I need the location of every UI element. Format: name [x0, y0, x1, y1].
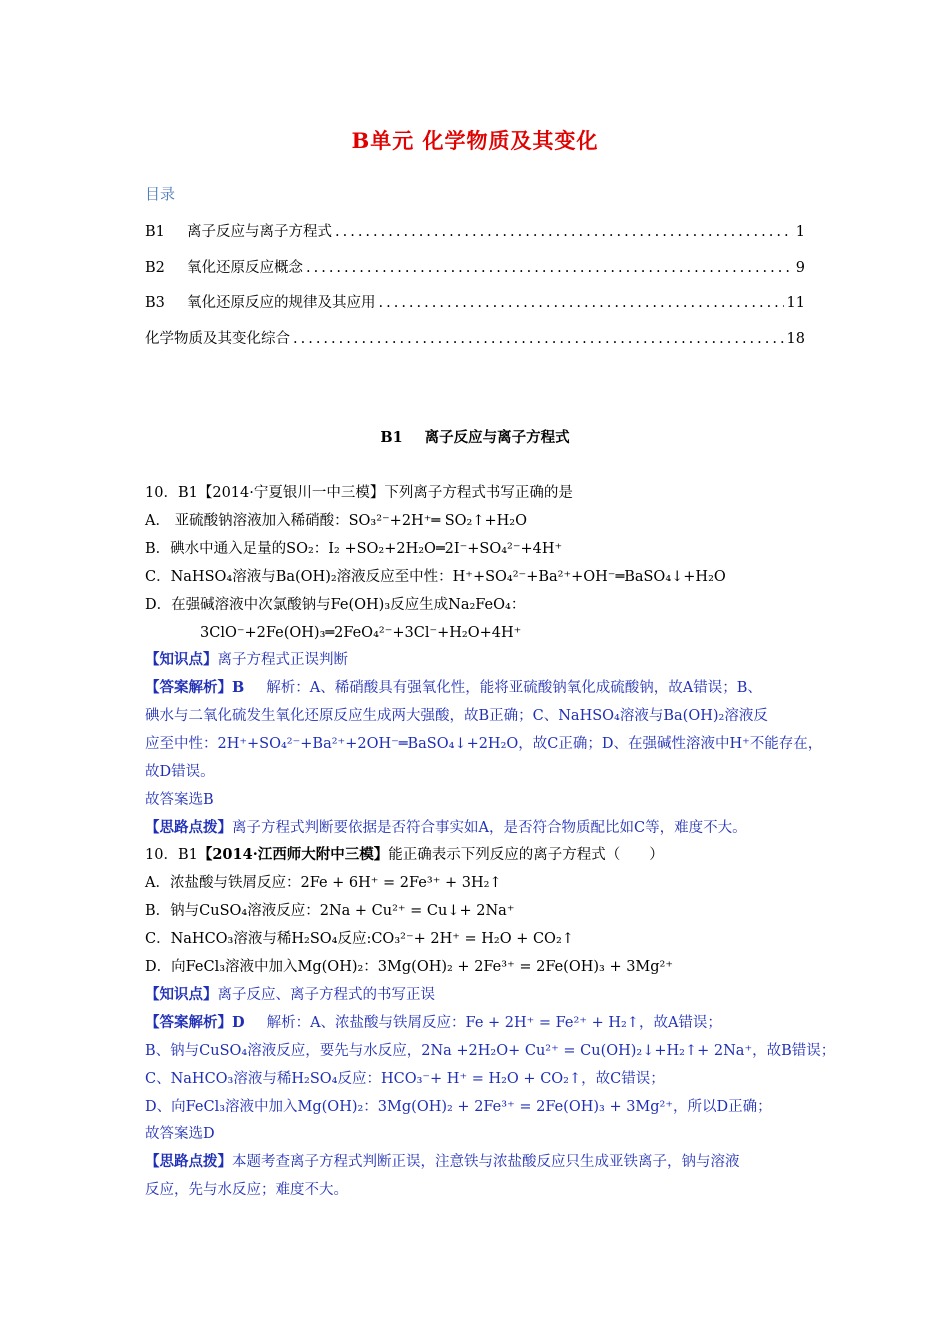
- toc-leader-dots: [293, 331, 784, 347]
- knowledge-text: 离子反应、离子方程式的书写正误: [217, 987, 435, 1003]
- analysis-line: 应至中性：2H⁺+SO₄²⁻+Ba²⁺+2OH⁻═BaSO₄↓+2H₂O，故C正确；D、在强碱性溶液中H⁺不能存在，: [145, 736, 823, 752]
- answer-analysis: [145, 678, 762, 698]
- section-code: B1: [380, 429, 403, 446]
- option-c: C．NaHSO₄溶液与Ba(OH)₂溶液反应至中性：H⁺+SO₄²⁻+Ba²⁺+OH⁻═BaSO₄↓+H₂O: [145, 569, 726, 585]
- answer-tag: 【答案解析】: [145, 1014, 232, 1031]
- solution-tip: [145, 818, 747, 838]
- analysis-line: C、NaHCO₃溶液与稀H₂SO₄反应：HCO₃⁻+ H⁺ = H₂O + CO₂↑，故C错误；: [145, 1071, 665, 1087]
- analysis-text: 解析：A、稀硝酸具有强氧化性，能将亚硫酸钠氧化成硫酸钠，故A错误；B、: [266, 680, 762, 696]
- option-a: A． 亚硫酸钠溶液加入稀硝酸：SO₃²⁻+2H⁺═ SO₂↑+H₂O: [145, 513, 527, 529]
- option-d: D．向FeCl₃溶液中加入Mg(OH)₂：3Mg(OH)₂ + 2Fe³⁺ = 2Fe(OH)₃ + 3Mg²⁺: [145, 959, 674, 975]
- question-text: 下列离子方程式书写正确的是: [384, 485, 573, 501]
- toc-item-label: 氧化还原反应概念: [187, 260, 303, 276]
- question-source: 【2014·宁夏银川一中三模】: [197, 485, 385, 501]
- toc-item-code: B3: [145, 295, 165, 311]
- tip-tag: 【思路点拨】: [145, 1153, 232, 1170]
- analysis-line: B、钠与CuSO₄溶液反应，要先与水反应，2Na +2H₂O+ Cu²⁺ = Cu(OH)₂↓+H₂↑+ 2Na⁺，故B错误；: [145, 1043, 836, 1059]
- tip-tag: 【思路点拨】: [145, 819, 232, 836]
- toc-item[interactable]: [145, 291, 805, 312]
- option-d-equation: 3ClO⁻+2Fe(OH)₃═2FeO₄²⁻+3Cl⁻+H₂O+4H⁺: [200, 625, 522, 641]
- option-c: C．NaHCO₃溶液与稀H₂SO₄反应:CO₃²⁻+ 2H⁺ = H₂O + CO₂↑: [145, 931, 574, 947]
- knowledge-point: [145, 650, 348, 670]
- section-heading: [0, 426, 950, 447]
- question-stem: [145, 483, 573, 503]
- toc-item-page: 11: [786, 295, 805, 311]
- tip-text: 离子方程式判断要依据是否符合事实如A，是否符合物质配比如C等，难度不大。: [232, 820, 747, 836]
- toc-leader-dots: [306, 260, 793, 276]
- option-b: B．碘水中通入足量的SO₂：I₂ +SO₂+2H₂O═2I⁻+SO₄²⁻+4H⁺: [145, 541, 563, 557]
- answer-tag: 【答案解析】: [145, 679, 232, 696]
- option-d: D．在强碱溶液中次氯酸钠与Fe(OH)₃反应生成Na₂FeO₄：: [145, 597, 526, 613]
- toc-item-label: 氧化还原反应的规律及其应用: [187, 295, 376, 311]
- tip-text: 本题考查离子方程式判断正误，注意铁与浓盐酸反应只生成亚铁离子，钠与溶液: [232, 1154, 740, 1170]
- toc-leader-dots: [335, 224, 793, 240]
- final-answer: 故答案选B: [145, 792, 214, 808]
- question-number: 10．B1: [145, 485, 198, 501]
- toc-item[interactable]: [145, 327, 805, 348]
- question-text: 能正确表示下列反应的离子方程式（ ）: [388, 847, 664, 863]
- analysis-line: 碘水与二氧化硫发生氧化还原反应生成两大强酸，故B正确；C、NaHSO₄溶液与Ba(OH)₂溶液反: [145, 708, 768, 724]
- option-b: B．钠与CuSO₄溶液反应：2Na + Cu²⁺ = Cu↓+ 2Na⁺: [145, 903, 515, 919]
- final-answer: 故答案选D: [145, 1126, 215, 1142]
- answer-analysis: [145, 1013, 722, 1033]
- option-a: A．浓盐酸与铁屑反应：2Fe + 6H⁺ = 2Fe³⁺ + 3H₂↑: [145, 875, 502, 891]
- toc-item-code: B1: [145, 224, 165, 240]
- toc-item-label: 离子反应与离子方程式: [187, 224, 332, 240]
- toc-item-page: 1: [795, 224, 805, 240]
- toc-heading: 目录: [145, 185, 176, 203]
- knowledge-tag: 【知识点】: [145, 986, 218, 1003]
- solution-tip: [145, 1152, 740, 1172]
- question-stem: [145, 845, 664, 865]
- question-number: 10．B1: [145, 847, 198, 863]
- toc-leader-dots: [379, 295, 784, 311]
- toc-item[interactable]: [145, 256, 805, 277]
- toc-item-label: 化学物质及其变化综合: [145, 331, 290, 347]
- answer-key: B: [232, 679, 245, 696]
- knowledge-point: [145, 985, 435, 1005]
- toc-item-code: B2: [145, 260, 165, 276]
- knowledge-text: 离子方程式正误判断: [217, 652, 348, 668]
- analysis-line: D、向FeCl₃溶液中加入Mg(OH)₂：3Mg(OH)₂ + 2Fe³⁺ = 2Fe(OH)₃ + 3Mg²⁺，所以D正确；: [145, 1099, 772, 1115]
- toc-item-page: 18: [786, 331, 805, 347]
- question-source: 【2014·江西师大附中三模】: [197, 846, 389, 863]
- tip-continuation: 反应，先与水反应；难度不大。: [145, 1182, 348, 1198]
- knowledge-tag: 【知识点】: [145, 651, 218, 668]
- toc-item-page: 9: [795, 260, 805, 276]
- analysis-text: 解析：A、浓盐酸与铁屑反应：Fe + 2H⁺ = Fe²⁺ + H₂↑，故A错误；: [266, 1015, 722, 1031]
- page-title: B单元 化学物质及其变化: [351, 128, 599, 153]
- analysis-line: 故D错误。: [145, 764, 215, 780]
- toc-item[interactable]: [145, 220, 805, 241]
- section-title: 离子反应与离子方程式: [424, 429, 570, 446]
- answer-key: D: [232, 1014, 245, 1031]
